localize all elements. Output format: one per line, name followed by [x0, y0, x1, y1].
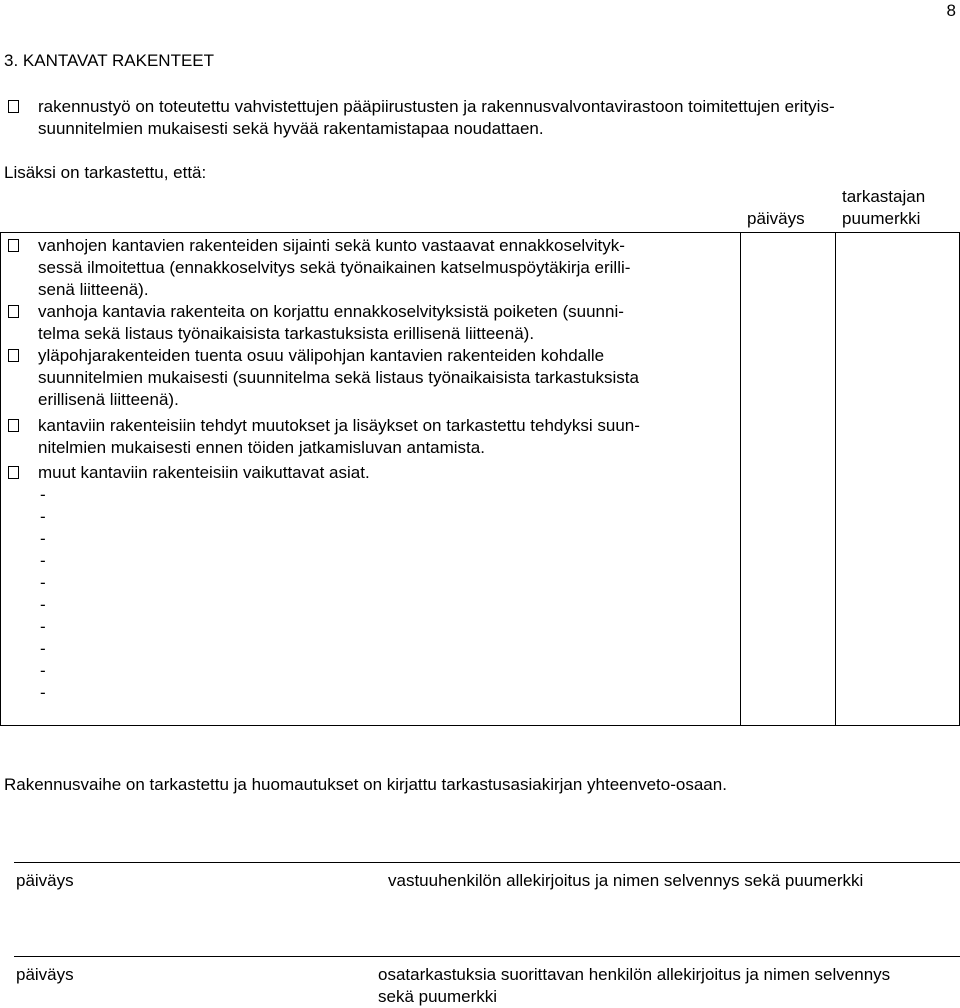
page-number: 8: [946, 1, 956, 20]
table-bottom-rule: [0, 725, 960, 726]
intro-text-line2: suunnitelmien mukaisesti sekä hyvää rakentamistapaa noudattaen.: [38, 119, 544, 138]
check-item-1-line3: senä liitteenä).: [38, 280, 149, 299]
blank-dash-line: -: [40, 507, 46, 526]
check-item-2-line2: telma sekä listaus työnaikaisista tarkastuksista erillisenä liitteenä).: [38, 324, 535, 343]
intro-text-line1: rakennustyö on toteutettu vahvistettujen pääpiirustusten ja rakennusvalvontavirastoon toimitettujen erityis-: [38, 97, 835, 116]
check-item-4-line1: kantaviin rakenteisiin tehdyt muutokset ja lisäykset on tarkastettu tehdyksi suun-: [38, 416, 640, 435]
check-item-3-line3: erillisenä liitteenä).: [38, 390, 179, 409]
signature-2-rule: [14, 956, 960, 957]
signature-1-rule: [14, 862, 960, 863]
table-left-border: [0, 232, 1, 726]
check-item-4-line2: nitelmien mukaisesti ennen töiden jatkamisluvan antamista.: [38, 438, 485, 457]
blank-dash-line: -: [40, 573, 46, 592]
check-item-5-line1: muut kantaviin rakenteisiin vaikuttavat asiat.: [38, 463, 370, 482]
check-item-3-line1: yläpohjarakenteiden tuenta osuu välipohjan kantavien rakenteiden kohdalle: [38, 346, 605, 365]
check-item-1-checkbox[interactable]: [8, 239, 19, 252]
check-item-5-checkbox[interactable]: [8, 466, 19, 479]
inspector-column-header-line2: puumerkki: [842, 209, 921, 228]
check-item-4-checkbox[interactable]: [8, 419, 19, 432]
signature-1-date-label: päiväys: [16, 871, 74, 890]
signature-2-date-label: päiväys: [16, 965, 74, 984]
check-item-3-checkbox[interactable]: [8, 349, 19, 362]
blank-dash-line: -: [40, 595, 46, 614]
check-item-3-line2: suunnitelmien mukaisesti (suunnitelma sekä listaus työnaikaisista tarkastuksista: [38, 368, 639, 387]
signature-1-signer-label: vastuuhenkilön allekirjoitus ja nimen selvennys sekä puumerkki: [388, 871, 864, 890]
table-date-column-left: [740, 232, 741, 726]
blank-dash-line: -: [40, 529, 46, 548]
table-inspector-column-left: [835, 232, 836, 726]
signature-2-signer-label-line2: sekä puumerkki: [378, 987, 498, 1006]
check-item-1-line2: sessä ilmoitettua (ennakkoselvitys sekä työnaikainen katselmuspöytäkirja erilli-: [38, 258, 631, 277]
blank-dash-line: -: [40, 485, 46, 504]
blank-dash-line: -: [40, 683, 46, 702]
blank-dash-line: -: [40, 661, 46, 680]
section-title: 3. KANTAVAT RAKENTEET: [4, 51, 215, 70]
date-column-header: päiväys: [747, 209, 805, 228]
summary-text: Rakennusvaihe on tarkastettu ja huomautukset on kirjattu tarkastusasiakirjan yhteenveto-osaan.: [4, 775, 727, 794]
signature-2-signer-label-line1: osatarkastuksia suorittavan henkilön allekirjoitus ja nimen selvennys: [378, 965, 891, 984]
blank-dash-line: -: [40, 617, 46, 636]
check-item-2-checkbox[interactable]: [8, 305, 19, 318]
intro-checkbox[interactable]: [8, 100, 19, 113]
inspector-column-header-line1: tarkastajan: [842, 187, 926, 206]
blank-dash-line: -: [40, 551, 46, 570]
lead-text: Lisäksi on tarkastettu, että:: [4, 163, 207, 182]
table-top-rule: [0, 232, 960, 233]
check-item-2-line1: vanhoja kantavia rakenteita on korjattu ennakkoselvityksistä poiketen (suunni-: [38, 302, 624, 321]
blank-dash-line: -: [40, 639, 46, 658]
check-item-1-line1: vanhojen kantavien rakenteiden sijainti sekä kunto vastaavat ennakkoselvityk-: [38, 236, 625, 255]
